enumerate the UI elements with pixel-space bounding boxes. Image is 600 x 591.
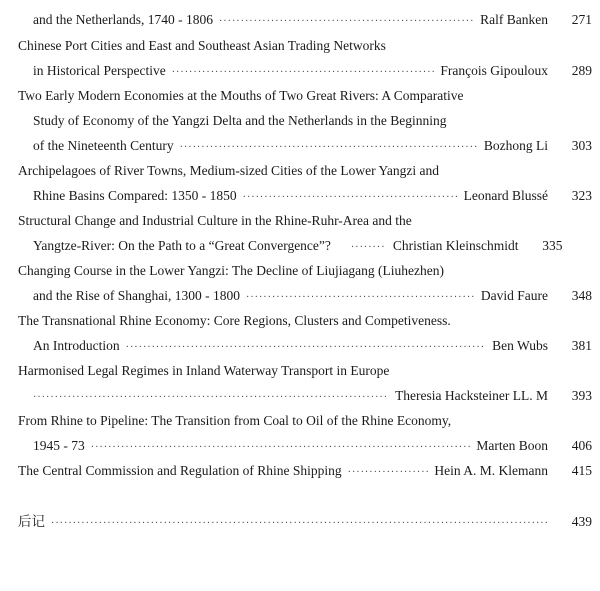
entry-page: 271 bbox=[571, 12, 592, 27]
leader-dots bbox=[126, 338, 487, 358]
leader-dots bbox=[348, 463, 429, 483]
entry-page: 335 bbox=[542, 238, 563, 253]
toc-entry bbox=[33, 10, 592, 30]
leader-dots bbox=[351, 238, 385, 258]
toc-entry bbox=[18, 361, 592, 381]
entry-page: 348 bbox=[571, 288, 592, 303]
entry-title-line: Rhine Basins Compared: 1350 - 1850 bbox=[33, 188, 237, 203]
entry-title-line: Chinese Port Cities and East and Southeast Asian Trading Networks bbox=[18, 38, 386, 53]
entry-title-line: in Historical Perspective bbox=[33, 63, 166, 78]
leader-dots bbox=[246, 288, 475, 308]
entry-title-line: Structural Change and Industrial Culture in the Rhine-Ruhr-Area and the bbox=[18, 213, 412, 228]
entry-title-line: The Transnational Rhine Economy: Core Regions, Clusters and Competiveness. bbox=[18, 313, 451, 328]
toc-entry bbox=[18, 211, 592, 231]
afterword-page: 439 bbox=[571, 514, 592, 529]
toc-entry bbox=[18, 461, 592, 481]
entry-page: 289 bbox=[571, 63, 592, 78]
entry-title-line: Yangtze-River: On the Path to a “Great Convergence”? bbox=[33, 238, 331, 253]
toc-entry bbox=[18, 411, 592, 431]
toc-entry bbox=[33, 236, 592, 256]
toc-entry bbox=[33, 136, 592, 156]
entry-author: Ralf Banken bbox=[480, 12, 548, 27]
toc-entry bbox=[18, 86, 592, 106]
entry-author: Hein A. M. Klemann bbox=[434, 463, 548, 478]
leader-dots bbox=[172, 63, 435, 83]
entry-title-line: An Introduction bbox=[33, 338, 120, 353]
entry-title-line: Study of Economy of the Yangzi Delta and the Netherlands in the Beginning bbox=[33, 113, 447, 128]
entry-title-line: of the Nineteenth Century bbox=[33, 138, 174, 153]
entry-title-line: Harmonised Legal Regimes in Inland Waterway Transport in Europe bbox=[18, 363, 390, 378]
entry-author: Theresia Hacksteiner LL. M bbox=[395, 388, 548, 403]
toc-entry bbox=[33, 336, 592, 356]
entry-title-line: Archipelagoes of River Towns, Medium-sized Cities of the Lower Yangzi and bbox=[18, 163, 439, 178]
afterword-title: 后记 bbox=[18, 514, 45, 529]
entry-title-line: 1945 - 73 bbox=[33, 438, 85, 453]
entry-author: François Gipouloux bbox=[440, 63, 548, 78]
entry-title-line: Two Early Modern Economies at the Mouths of Two Great Rivers: A Comparative bbox=[18, 88, 464, 103]
leader-dots bbox=[219, 12, 474, 32]
leader-dots bbox=[180, 138, 478, 158]
toc-entry bbox=[18, 36, 592, 56]
entry-page: 323 bbox=[571, 188, 592, 203]
toc-entry bbox=[33, 386, 592, 406]
entry-page: 381 bbox=[571, 338, 592, 353]
entry-author: Bozhong Li bbox=[483, 138, 548, 153]
toc-entry bbox=[18, 311, 592, 331]
toc-entry bbox=[18, 161, 592, 181]
entry-page: 415 bbox=[571, 463, 592, 478]
entry-title-line: and the Netherlands, 1740 - 1806 bbox=[33, 12, 213, 27]
entry-title-line: Changing Course in the Lower Yangzi: The Decline of Liujiagang (Liuhezhen) bbox=[18, 263, 445, 278]
entry-author: Christian Kleinschmidt bbox=[392, 238, 519, 253]
entry-author: Ben Wubs bbox=[492, 338, 548, 353]
toc-entry bbox=[33, 111, 592, 131]
leader-dots bbox=[33, 388, 389, 408]
leader-dots bbox=[243, 188, 458, 208]
leader-dots bbox=[91, 438, 471, 458]
toc-entry bbox=[33, 61, 592, 81]
entry-title-line: The Central Commission and Regulation of Rhine Shipping bbox=[18, 463, 342, 478]
toc-entry bbox=[33, 186, 592, 206]
toc-entry bbox=[18, 261, 592, 281]
entry-title-line: and the Rise of Shanghai, 1300 - 1800 bbox=[33, 288, 240, 303]
entry-author: David Faure bbox=[480, 288, 548, 303]
entry-page: 303 bbox=[571, 138, 592, 153]
toc-entry bbox=[33, 436, 592, 456]
toc-entry-afterword bbox=[18, 512, 592, 532]
entry-title-line: From Rhine to Pipeline: The Transition from Coal to Oil of the Rhine Economy, bbox=[18, 413, 452, 428]
entry-page: 406 bbox=[571, 438, 592, 453]
entry-author: Marten Boon bbox=[476, 438, 548, 453]
leader-dots bbox=[51, 514, 550, 534]
toc-entry bbox=[33, 286, 592, 306]
entry-author: Leonard Blussé bbox=[463, 188, 548, 203]
entry-page: 393 bbox=[571, 388, 592, 403]
